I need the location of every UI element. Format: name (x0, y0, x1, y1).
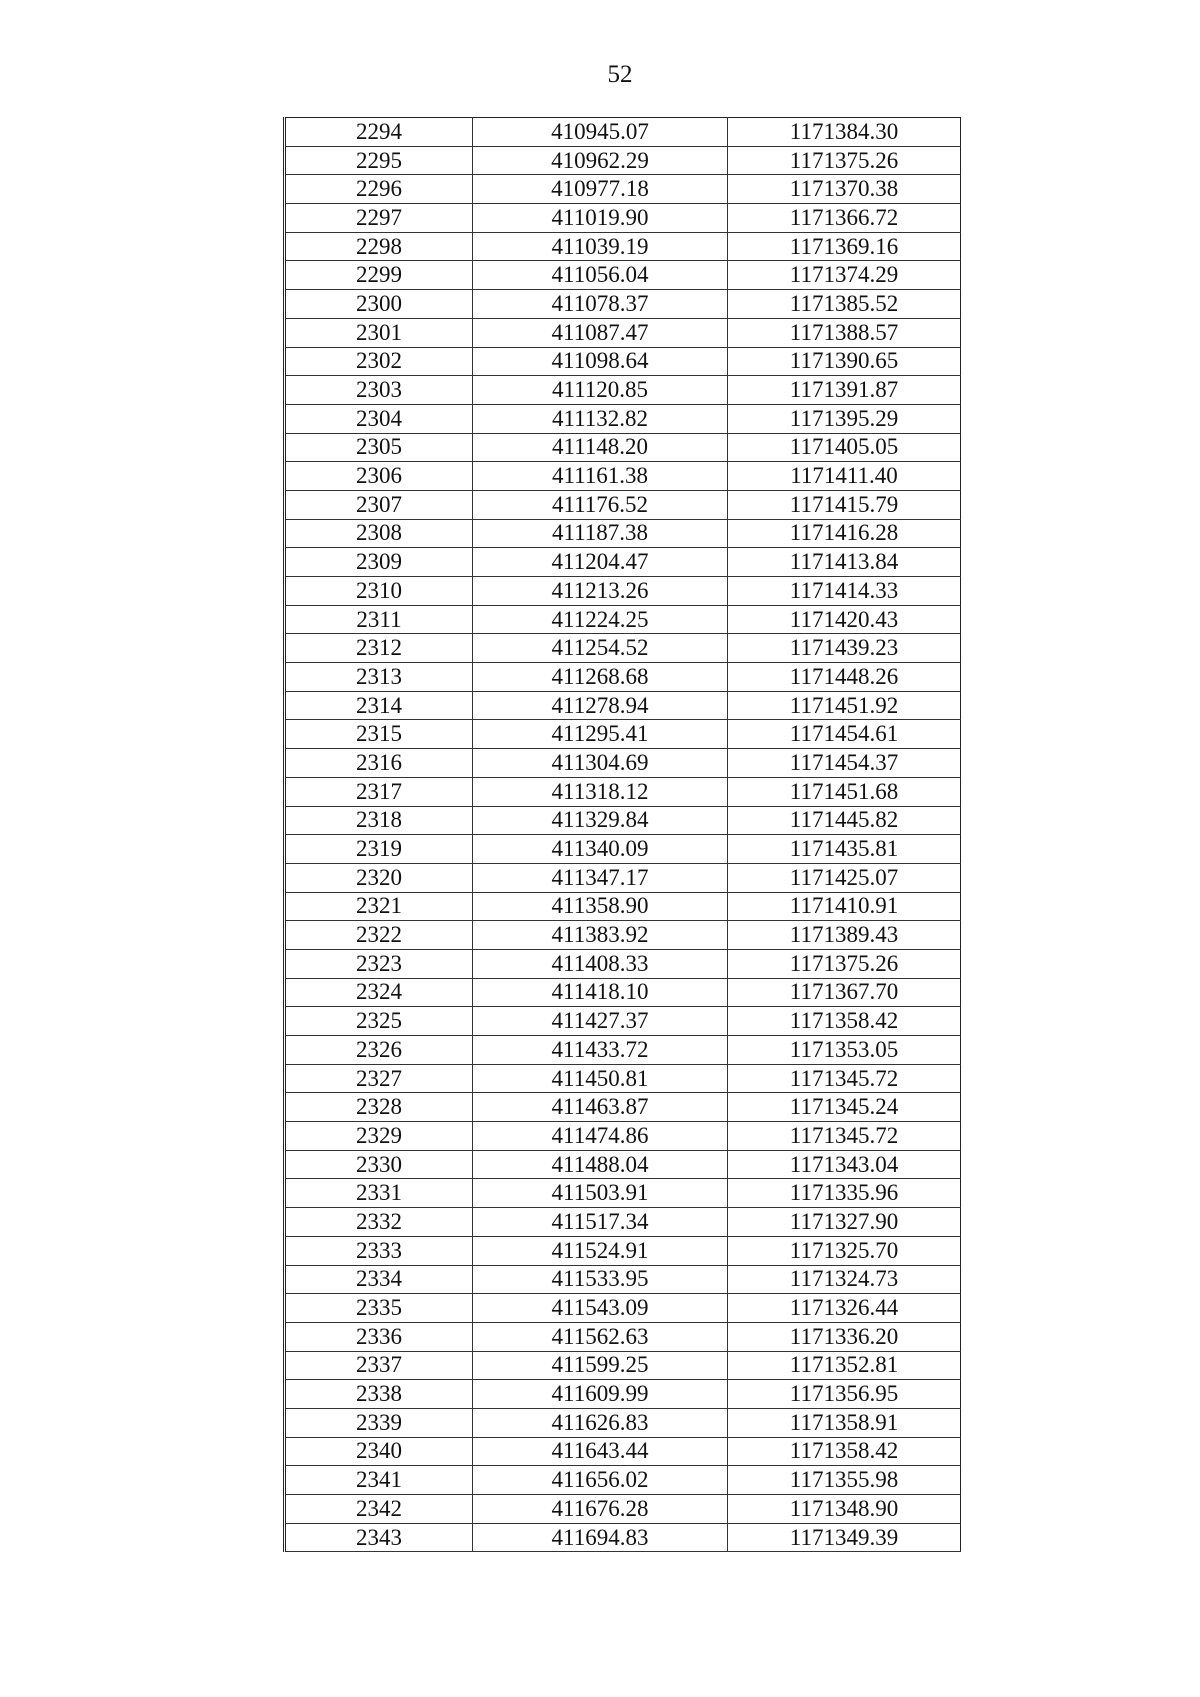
y-coordinate-cell: 1171355.98 (728, 1466, 961, 1495)
point-number-cell: 2311 (285, 605, 473, 634)
y-coordinate-cell: 1171343.04 (728, 1150, 961, 1179)
table-row (285, 663, 961, 692)
x-coordinate-cell: 411304.69 (473, 749, 728, 778)
table-row (285, 1150, 961, 1179)
point-number-cell: 2336 (285, 1322, 473, 1351)
x-coordinate-cell: 411019.90 (473, 204, 728, 233)
point-number-cell: 2306 (285, 462, 473, 491)
x-coordinate-cell: 411347.17 (473, 863, 728, 892)
y-coordinate-cell: 1171356.95 (728, 1380, 961, 1409)
y-coordinate-cell: 1171385.52 (728, 290, 961, 319)
point-number-cell: 2321 (285, 892, 473, 921)
y-coordinate-cell: 1171388.57 (728, 318, 961, 347)
table-row (285, 175, 961, 204)
point-number-cell: 2322 (285, 921, 473, 950)
y-coordinate-cell: 1171336.20 (728, 1322, 961, 1351)
y-coordinate-cell: 1171349.39 (728, 1523, 961, 1552)
table-row (285, 806, 961, 835)
table-row (285, 863, 961, 892)
y-coordinate-cell: 1171345.72 (728, 1064, 961, 1093)
y-coordinate-cell: 1171345.24 (728, 1093, 961, 1122)
x-coordinate-cell: 411474.86 (473, 1122, 728, 1151)
y-coordinate-cell: 1171348.90 (728, 1495, 961, 1524)
point-number-cell: 2294 (285, 118, 473, 147)
table-row (285, 1064, 961, 1093)
y-coordinate-cell: 1171325.70 (728, 1236, 961, 1265)
x-coordinate-cell: 411340.09 (473, 835, 728, 864)
point-number-cell: 2313 (285, 663, 473, 692)
table-row (285, 892, 961, 921)
x-coordinate-cell: 411204.47 (473, 548, 728, 577)
table-row (285, 490, 961, 519)
y-coordinate-cell: 1171391.87 (728, 376, 961, 405)
point-number-cell: 2304 (285, 404, 473, 433)
point-number-cell: 2328 (285, 1093, 473, 1122)
point-number-cell: 2329 (285, 1122, 473, 1151)
point-number-cell: 2297 (285, 204, 473, 233)
x-coordinate-cell: 411408.33 (473, 949, 728, 978)
x-coordinate-cell: 411213.26 (473, 577, 728, 606)
point-number-cell: 2315 (285, 720, 473, 749)
x-coordinate-cell: 411463.87 (473, 1093, 728, 1122)
y-coordinate-cell: 1171358.42 (728, 1007, 961, 1036)
point-number-cell: 2303 (285, 376, 473, 405)
y-coordinate-cell: 1171410.91 (728, 892, 961, 921)
x-coordinate-cell: 411329.84 (473, 806, 728, 835)
x-coordinate-cell: 411148.20 (473, 433, 728, 462)
point-number-cell: 2299 (285, 261, 473, 290)
table-row (285, 347, 961, 376)
x-coordinate-cell: 411268.68 (473, 663, 728, 692)
x-coordinate-cell: 411318.12 (473, 777, 728, 806)
point-number-cell: 2314 (285, 691, 473, 720)
y-coordinate-cell: 1171370.38 (728, 175, 961, 204)
table-row (285, 1437, 961, 1466)
x-coordinate-cell: 411383.92 (473, 921, 728, 950)
table-row (285, 433, 961, 462)
point-number-cell: 2305 (285, 433, 473, 462)
x-coordinate-cell: 411120.85 (473, 376, 728, 405)
table-row (285, 1294, 961, 1323)
table-row (285, 318, 961, 347)
page-number: 52 (607, 61, 633, 88)
table-row (285, 1236, 961, 1265)
table-row (285, 1351, 961, 1380)
x-coordinate-cell: 411254.52 (473, 634, 728, 663)
table-row (285, 1408, 961, 1437)
y-coordinate-cell: 1171415.79 (728, 490, 961, 519)
y-coordinate-cell: 1171448.26 (728, 663, 961, 692)
x-coordinate-cell: 411295.41 (473, 720, 728, 749)
table-row (285, 376, 961, 405)
table-row (285, 1322, 961, 1351)
y-coordinate-cell: 1171367.70 (728, 978, 961, 1007)
table-row (285, 949, 961, 978)
x-coordinate-cell: 411503.91 (473, 1179, 728, 1208)
point-number-cell: 2323 (285, 949, 473, 978)
table-row (285, 1495, 961, 1524)
x-coordinate-cell: 411626.83 (473, 1408, 728, 1437)
x-coordinate-cell: 411433.72 (473, 1036, 728, 1065)
table-row (285, 1007, 961, 1036)
y-coordinate-cell: 1171384.30 (728, 118, 961, 147)
y-coordinate-cell: 1171366.72 (728, 204, 961, 233)
point-number-cell: 2332 (285, 1208, 473, 1237)
y-coordinate-cell: 1171353.05 (728, 1036, 961, 1065)
x-coordinate-cell: 411427.37 (473, 1007, 728, 1036)
y-coordinate-cell: 1171445.82 (728, 806, 961, 835)
x-coordinate-cell: 411562.63 (473, 1322, 728, 1351)
table-row (285, 1523, 961, 1552)
point-number-cell: 2318 (285, 806, 473, 835)
x-coordinate-cell: 411056.04 (473, 261, 728, 290)
table-row (285, 290, 961, 319)
x-coordinate-cell: 411278.94 (473, 691, 728, 720)
x-coordinate-cell: 411543.09 (473, 1294, 728, 1323)
y-coordinate-cell: 1171358.91 (728, 1408, 961, 1437)
table-row (285, 548, 961, 577)
point-number-cell: 2300 (285, 290, 473, 319)
x-coordinate-cell: 410962.29 (473, 146, 728, 175)
point-number-cell: 2335 (285, 1294, 473, 1323)
y-coordinate-cell: 1171352.81 (728, 1351, 961, 1380)
x-coordinate-cell: 411358.90 (473, 892, 728, 921)
table-row (285, 1179, 961, 1208)
point-number-cell: 2295 (285, 146, 473, 175)
x-coordinate-cell: 411078.37 (473, 290, 728, 319)
table-row (285, 204, 961, 233)
point-number-cell: 2308 (285, 519, 473, 548)
y-coordinate-cell: 1171413.84 (728, 548, 961, 577)
coordinates-table-body (285, 118, 961, 1552)
y-coordinate-cell: 1171439.23 (728, 634, 961, 663)
point-number-cell: 2310 (285, 577, 473, 606)
x-coordinate-cell: 411187.38 (473, 519, 728, 548)
y-coordinate-cell: 1171327.90 (728, 1208, 961, 1237)
point-number-cell: 2316 (285, 749, 473, 778)
table-row (285, 720, 961, 749)
y-coordinate-cell: 1171405.05 (728, 433, 961, 462)
table-row (285, 1466, 961, 1495)
y-coordinate-cell: 1171425.07 (728, 863, 961, 892)
x-coordinate-cell: 411676.28 (473, 1495, 728, 1524)
y-coordinate-cell: 1171335.96 (728, 1179, 961, 1208)
point-number-cell: 2296 (285, 175, 473, 204)
y-coordinate-cell: 1171374.29 (728, 261, 961, 290)
table-row (285, 232, 961, 261)
x-coordinate-cell: 411533.95 (473, 1265, 728, 1294)
x-coordinate-cell: 411524.91 (473, 1236, 728, 1265)
table-row (285, 404, 961, 433)
point-number-cell: 2317 (285, 777, 473, 806)
table-row (285, 634, 961, 663)
point-number-cell: 2302 (285, 347, 473, 376)
coordinates-table (283, 117, 961, 1552)
table-row (285, 691, 961, 720)
y-coordinate-cell: 1171451.68 (728, 777, 961, 806)
point-number-cell: 2327 (285, 1064, 473, 1093)
x-coordinate-cell: 411450.81 (473, 1064, 728, 1093)
table-row (285, 462, 961, 491)
x-coordinate-cell: 411161.38 (473, 462, 728, 491)
x-coordinate-cell: 411488.04 (473, 1150, 728, 1179)
point-number-cell: 2339 (285, 1408, 473, 1437)
x-coordinate-cell: 411599.25 (473, 1351, 728, 1380)
point-number-cell: 2343 (285, 1523, 473, 1552)
x-coordinate-cell: 411087.47 (473, 318, 728, 347)
y-coordinate-cell: 1171345.72 (728, 1122, 961, 1151)
y-coordinate-cell: 1171395.29 (728, 404, 961, 433)
y-coordinate-cell: 1171414.33 (728, 577, 961, 606)
point-number-cell: 2324 (285, 978, 473, 1007)
table-row (285, 118, 961, 147)
y-coordinate-cell: 1171451.92 (728, 691, 961, 720)
y-coordinate-cell: 1171390.65 (728, 347, 961, 376)
x-coordinate-cell: 411609.99 (473, 1380, 728, 1409)
table-row (285, 978, 961, 1007)
x-coordinate-cell: 411039.19 (473, 232, 728, 261)
x-coordinate-cell: 411643.44 (473, 1437, 728, 1466)
point-number-cell: 2298 (285, 232, 473, 261)
y-coordinate-cell: 1171375.26 (728, 949, 961, 978)
table-row (285, 1265, 961, 1294)
table-row (285, 1208, 961, 1237)
y-coordinate-cell: 1171411.40 (728, 462, 961, 491)
point-number-cell: 2307 (285, 490, 473, 519)
y-coordinate-cell: 1171420.43 (728, 605, 961, 634)
point-number-cell: 2309 (285, 548, 473, 577)
table-row (285, 749, 961, 778)
table-row (285, 1380, 961, 1409)
point-number-cell: 2330 (285, 1150, 473, 1179)
point-number-cell: 2325 (285, 1007, 473, 1036)
x-coordinate-cell: 411224.25 (473, 605, 728, 634)
x-coordinate-cell: 411656.02 (473, 1466, 728, 1495)
x-coordinate-cell: 411098.64 (473, 347, 728, 376)
x-coordinate-cell: 411694.83 (473, 1523, 728, 1552)
table-row (285, 835, 961, 864)
point-number-cell: 2301 (285, 318, 473, 347)
table-row (285, 519, 961, 548)
y-coordinate-cell: 1171435.81 (728, 835, 961, 864)
x-coordinate-cell: 410945.07 (473, 118, 728, 147)
point-number-cell: 2341 (285, 1466, 473, 1495)
point-number-cell: 2340 (285, 1437, 473, 1466)
y-coordinate-cell: 1171416.28 (728, 519, 961, 548)
table-row (285, 605, 961, 634)
point-number-cell: 2320 (285, 863, 473, 892)
y-coordinate-cell: 1171454.37 (728, 749, 961, 778)
y-coordinate-cell: 1171358.42 (728, 1437, 961, 1466)
point-number-cell: 2337 (285, 1351, 473, 1380)
x-coordinate-cell: 411176.52 (473, 490, 728, 519)
table-row (285, 921, 961, 950)
point-number-cell: 2333 (285, 1236, 473, 1265)
y-coordinate-cell: 1171326.44 (728, 1294, 961, 1323)
point-number-cell: 2312 (285, 634, 473, 663)
table-row (285, 1036, 961, 1065)
table-row (285, 146, 961, 175)
y-coordinate-cell: 1171324.73 (728, 1265, 961, 1294)
point-number-cell: 2338 (285, 1380, 473, 1409)
point-number-cell: 2326 (285, 1036, 473, 1065)
x-coordinate-cell: 411132.82 (473, 404, 728, 433)
y-coordinate-cell: 1171375.26 (728, 146, 961, 175)
point-number-cell: 2334 (285, 1265, 473, 1294)
table-row (285, 261, 961, 290)
y-coordinate-cell: 1171389.43 (728, 921, 961, 950)
table-row (285, 777, 961, 806)
point-number-cell: 2342 (285, 1495, 473, 1524)
y-coordinate-cell: 1171454.61 (728, 720, 961, 749)
point-number-cell: 2319 (285, 835, 473, 864)
table-row (285, 1122, 961, 1151)
x-coordinate-cell: 411517.34 (473, 1208, 728, 1237)
y-coordinate-cell: 1171369.16 (728, 232, 961, 261)
x-coordinate-cell: 411418.10 (473, 978, 728, 1007)
table-row (285, 577, 961, 606)
x-coordinate-cell: 410977.18 (473, 175, 728, 204)
table-row (285, 1093, 961, 1122)
point-number-cell: 2331 (285, 1179, 473, 1208)
